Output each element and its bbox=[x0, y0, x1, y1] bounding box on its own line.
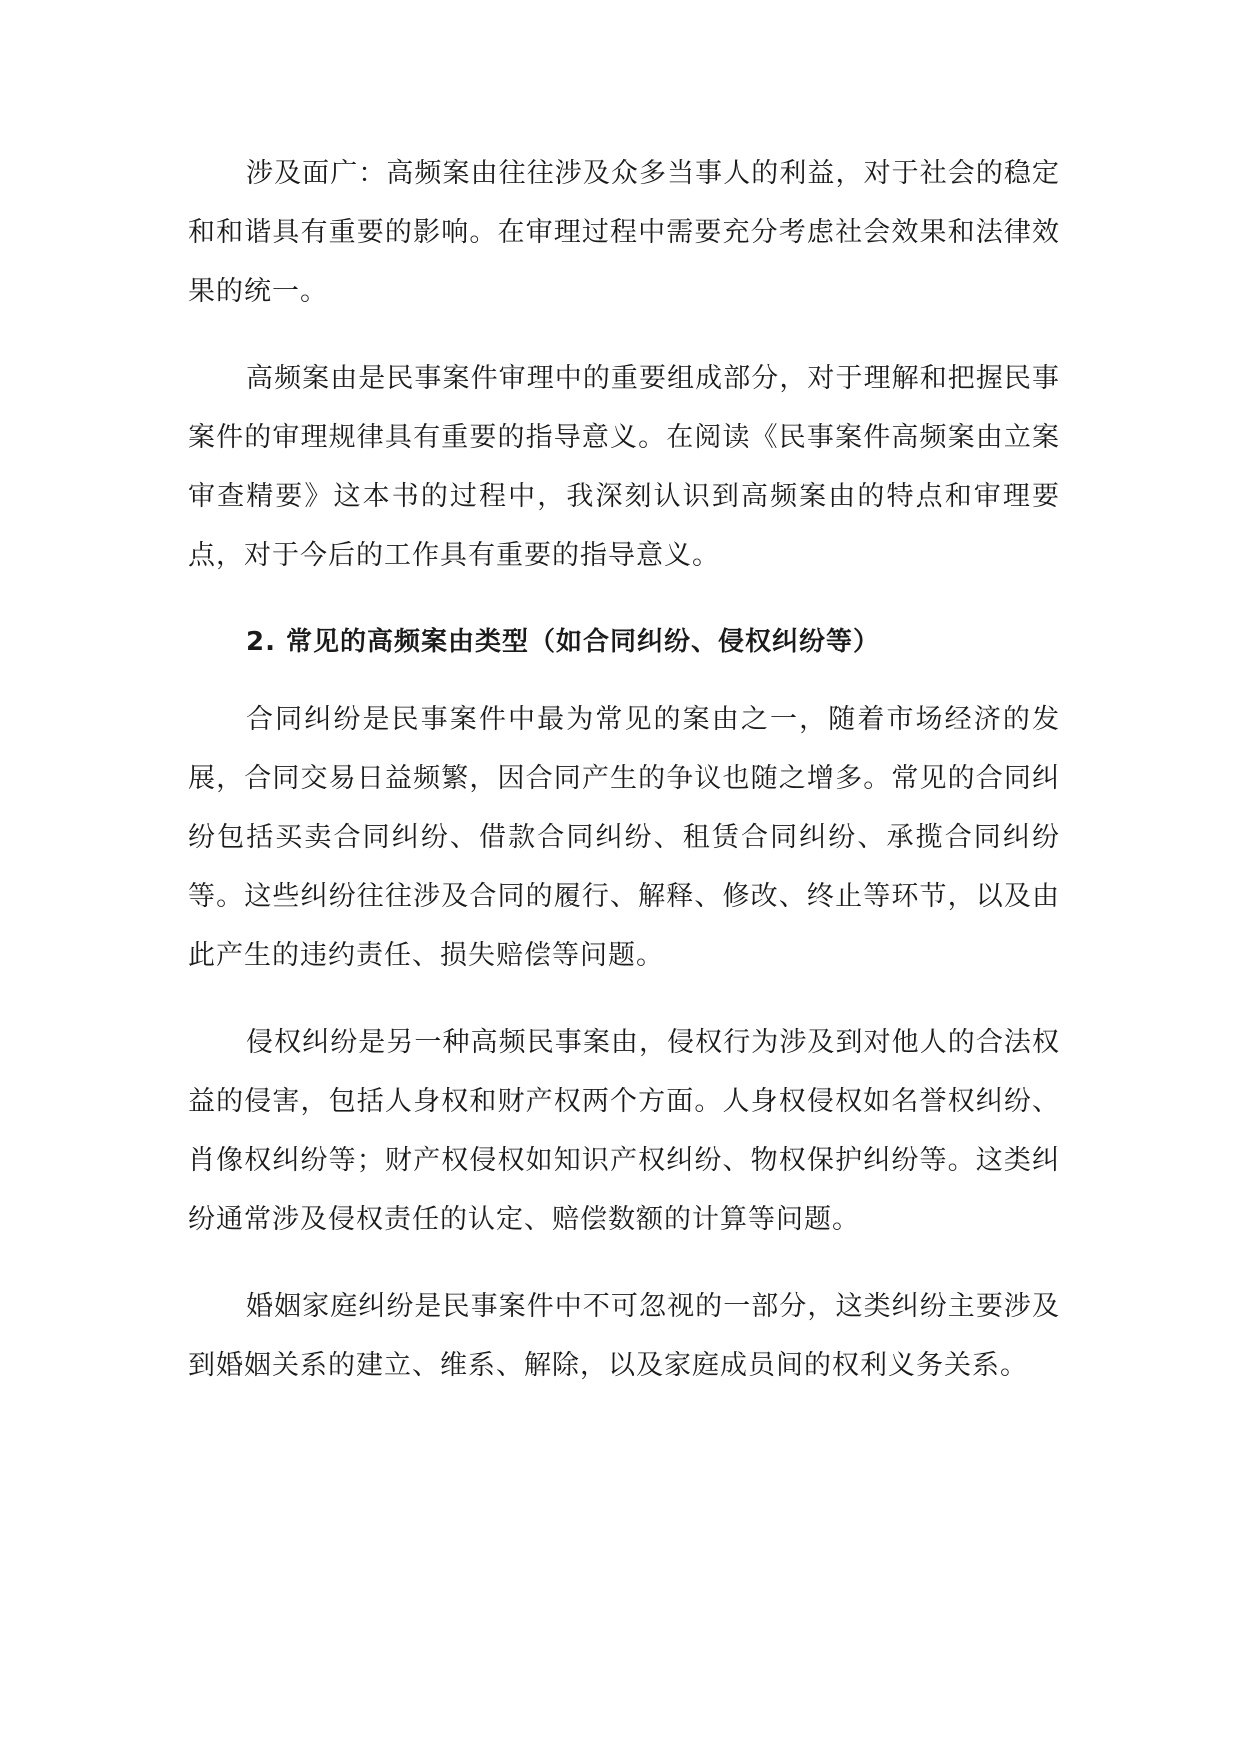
paragraph-family-disputes: 婚姻家庭纠纷是民事案件中不可忽视的一部分，这类纠纷主要涉及到婚姻关系的建立、维系、解除，以及家庭成员间的权利义务关系。 bbox=[188, 1291, 1060, 1381]
section-heading: 2. 常见的高频案由类型（如合同纠纷、侵权纠纷等） bbox=[246, 627, 881, 657]
paragraph-summary: 高频案由是民事案件审理中的重要组成部分，对于理解和把握民事案件的审理规律具有重要的指导意义。在阅读《民事案件高频案由立案审查精要》这本书的过程中，我深刻认识到高频案由的特点和审理要点，对于今后的工作具有重要的指导意义。 bbox=[188, 363, 1060, 571]
paragraph-contract-disputes: 合同纠纷是民事案件中最为常见的案由之一，随着市场经济的发展，合同交易日益频繁，因合同产生的争议也随之增多。常见的合同纠纷包括买卖合同纠纷、借款合同纠纷、租赁合同纠纷、承揽合同纠纷等。这些纠纷往往涉及合同的履行、解释、修改、终止等环节，以及由此产生的违约责任、损失赔偿等问题。 bbox=[188, 704, 1060, 971]
paragraph-scope: 涉及面广：高频案由往往涉及众多当事人的利益，对于社会的稳定和和谐具有重要的影响。在审理过程中需要充分考虑社会效果和法律效果的统一。 bbox=[188, 158, 1060, 307]
document-body bbox=[188, 144, 1060, 1423]
paragraph-tort-disputes: 侵权纠纷是另一种高频民事案由，侵权行为涉及到对他人的合法权益的侵害，包括人身权和财产权两个方面。人身权侵权如名誉权纠纷、肖像权纠纷等；财产权侵权如知识产权纠纷、物权保护纠纷等。这类纠纷通常涉及侵权责任的认定、赔偿数额的计算等问题。 bbox=[188, 1027, 1060, 1235]
